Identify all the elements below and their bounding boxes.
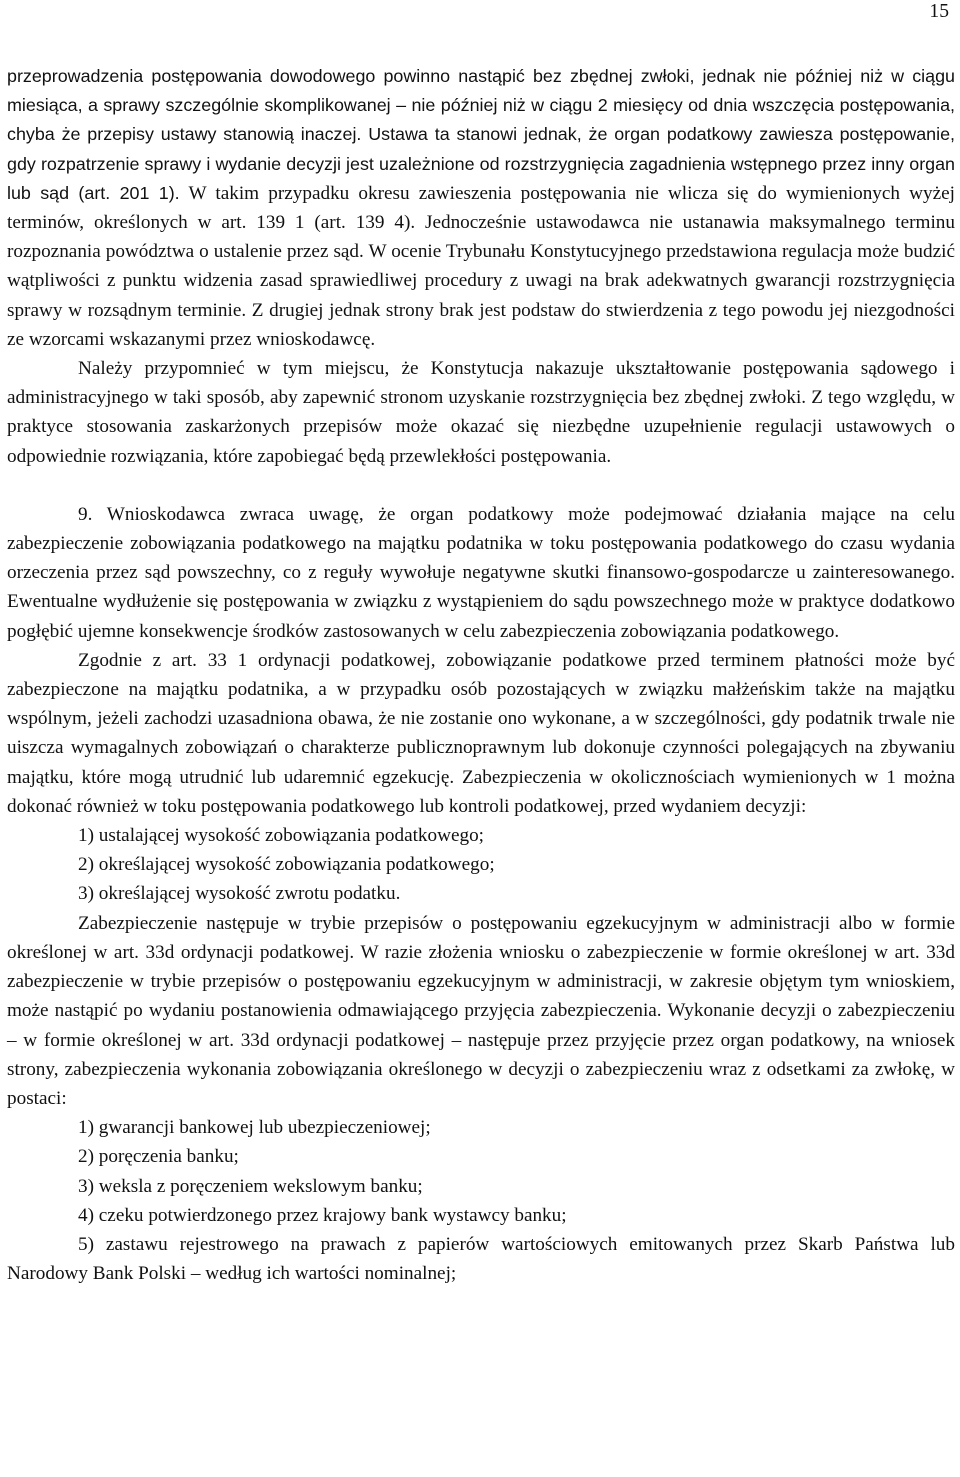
security-form-item-4: 4) czeku potwierdzonego przez krajowy bank wystawcy banku; — [78, 1204, 567, 1226]
decision-list-item-2: 2) określającej wysokość zobowiązania podatkowego; — [78, 854, 495, 876]
security-form-item-3: 3) weksla z poręczeniem wekslowym banku; — [78, 1175, 423, 1197]
paragraph-1-sans-run: przeprowadzenia postępowania dowodowego powinno nastąpić bez zbędnej zwłoki, jednak nie później niż w ciągu miesiąca, a sprawy szczególnie skomplikowanej – nie później niż w ciągu 2 miesięcy od dnia wszczęcia postępowania, chyba że przepisy ustawy stanowią inaczej. Ustawa ta stanowi jednak, że organ podatkowy zawiesza postępowanie, gdy rozpatrzenie sprawy i wydanie decyzji jest uzależnione od rozstrzygnięcia zagadnienia wstępnego przez inny organ lub sąd (art. 201 1). — [7, 66, 955, 203]
page-number: 15 — [929, 1, 949, 22]
paragraph-section-9: 9. Wnioskodawca zwraca uwagę, że organ podatkowy może podejmować działania mające na celu zabezpieczenie zobowiązania podatkowego na majątku podatnika w toku postępowania podatkowego do czasu wydania orzeczenia przez sąd powszechny, co z reguły wywołuje negatywne skutki finansowo-gospodarcze u zainteresowanego. Ewentualne wydłużenie się postępowania w związku z wystąpieniem do sądu powszechnego może w praktyce dodatkowo pogłębić ujemne konsekwencje środków zastosowanych w celu zabezpieczenia zobowiązania podatkowego. — [7, 503, 955, 642]
security-form-item-5: 5) zastawu rejestrowego na prawach z papierów wartościowych emitowanych przez Skarb Państwa lub Narodowy Bank Polski – według ich wartości nominalnej; — [7, 1233, 955, 1285]
document-body — [7, 62, 955, 1288]
decision-list-item-3: 3) określającej wysokość zwrotu podatku. — [78, 883, 401, 905]
paragraph-art-33: Zgodnie z art. 33 1 ordynacji podatkowej, zobowiązanie podatkowe przed terminem płatności może być zabezpieczone na majątku podatnika, a w przypadku osób pozostających w związku małżeńskim także na majątku wspólnym, jeżeli zachodzi uzasadniona obawa, że nie zostanie ono wykonane, a w szczególności, gdy podatnik trwale nie uiszcza wymagalnych zobowiązań o charakterze publicznoprawnym lub dokonuje czynności polegających na zbywaniu majątku, które mogą utrudnić lub udaremnić egzekucję. Zabezpieczenia w okolicznościach wymienionych w 1 można dokonać również w toku postępowania podatkowego lub kontroli podatkowej, przed wydaniem decyzji: — [7, 649, 955, 817]
paragraph-2: Należy przypomnieć w tym miejscu, że Konstytucja nakazuje ukształtowanie postępowania sądowego i administracyjnego w taki sposób, aby zapewnić stronom uzyskanie rozstrzygnięcia bez zbędnej zwłoki. Z tego względu, w praktyce stosowania zaskarżonych przepisów może okazać się niezbędne uzupełnienie regulacji ustawowych o odpowiednie rozwiązania, które zapobiegać będą przewlekłości postępowania. — [7, 358, 955, 467]
security-form-item-1: 1) gwarancji bankowej lub ubezpieczeniowej; — [78, 1117, 431, 1139]
paragraph-1-serif-run: W takim przypadku okresu zawieszenia postępowania nie wlicza się do wymienionych wyżej terminów, określonych w art. 139 1 (art. 139 4). Jednocześnie ustawodawca nie ustanawia maksymalnego terminu rozpoznania powództwa o ustalenie przez sąd. W ocenie Trybunału Konstytucyjnego przedstawiona regulacja może budzić wątpliwości z punktu widzenia zasad sprawiedliwej procedury z uwagi na brak adekwatnych gwarancji rozstrzygnięcia sprawy w rozsądnym terminie. Z drugiej jednak strony brak jest podstaw do stwierdzenia z tego powodu jej niezgodności ze wzorcami wskazanymi przez wnioskodawcę. — [7, 182, 955, 350]
paragraph-zabezpieczenie: Zabezpieczenie następuje w trybie przepisów o postępowaniu egzekucyjnym w administracji albo w formie określonej w art. 33d ordynacji podatkowej. W razie złożenia wniosku o zabezpieczenie w formie określonej w art. 33d zabezpieczenie w trybie przepisów o postępowaniu egzekucyjnym w administracji, w zakresie objętym tym wnioskiem, może nastąpić po wydaniu postanowienia odmawiającego przyjęcia zabezpieczenia. Wykonanie decyzji o zabezpieczeniu – w formie określonej w art. 33d ordynacji podatkowej – następuje przez przyjęcie przez organ podatkowy, na wniosek strony, zabezpieczenia wykonania zobowiązania określonego w decyzji o zabezpieczeniu wraz z odsetkami za zwłokę, w postaci: — [7, 912, 955, 1109]
security-form-item-2: 2) poręczenia banku; — [78, 1146, 239, 1168]
paragraph-1 — [7, 62, 955, 354]
decision-list-item-1: 1) ustalającej wysokość zobowiązania podatkowego; — [78, 825, 485, 847]
